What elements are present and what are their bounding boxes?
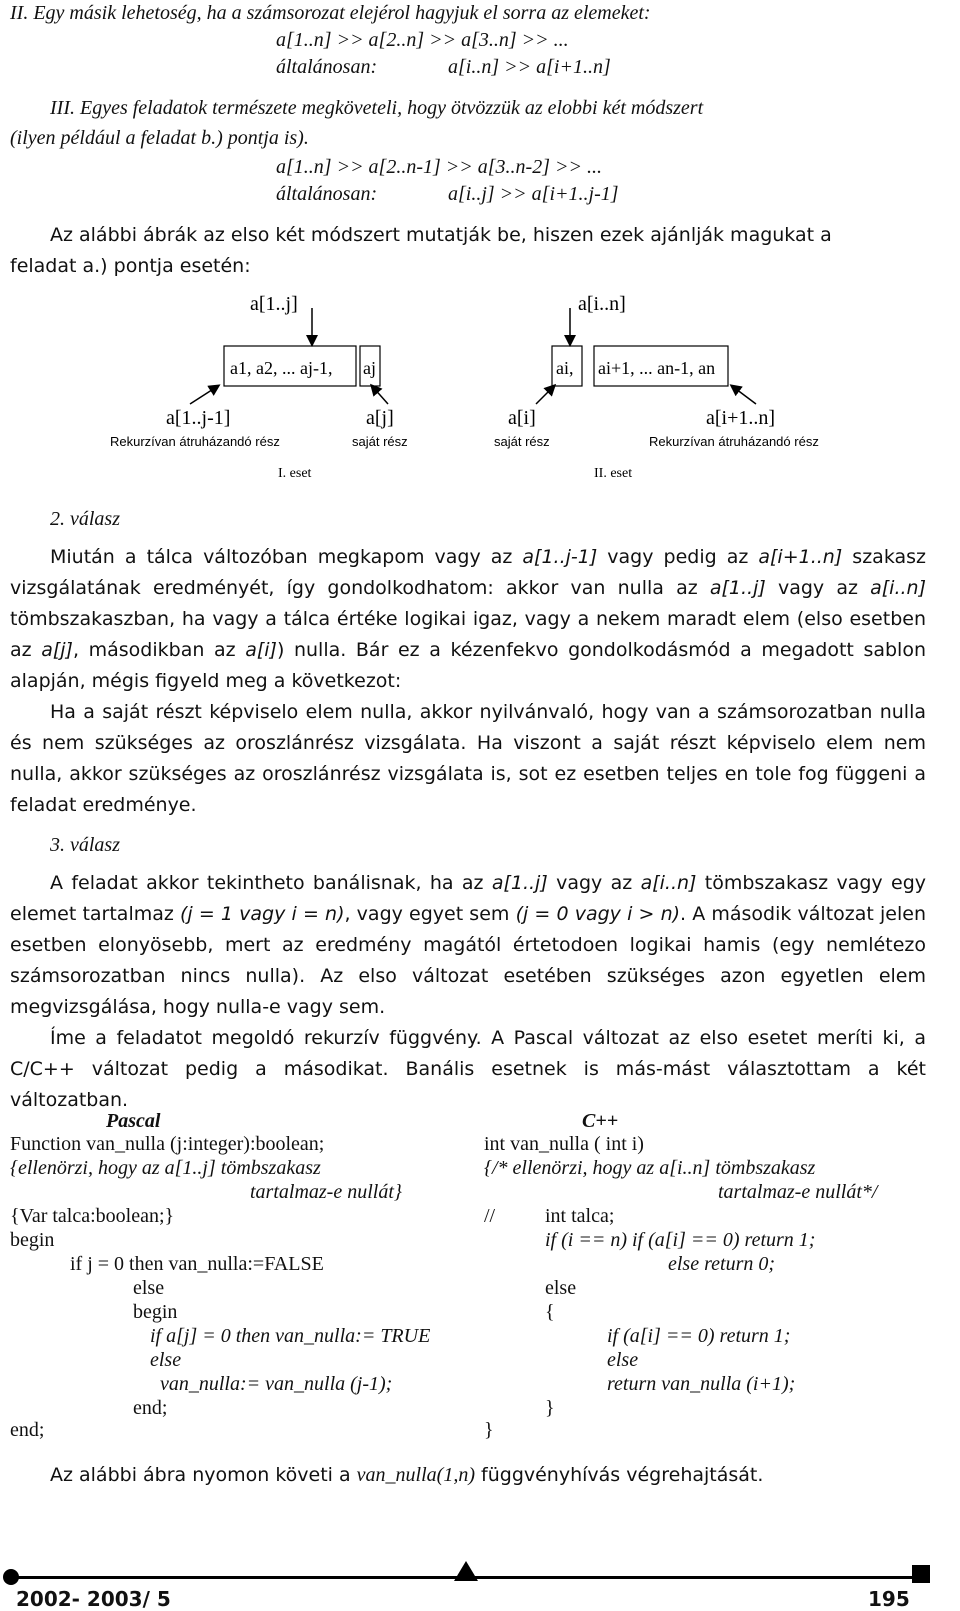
answer-3-paragraph-2: Íme a feladatot megoldó rekurzív függvény. A Pascal változat az elso esetet meríti ki, a C/C++ változat pedig a másodikat. Banális esetnek is más-mást választottam a két változatban. xyxy=(10,1027,926,1111)
method-iii-general-label: általánosan: xyxy=(276,183,378,205)
case2-left-caption: saját rész xyxy=(494,434,550,449)
cpp-line-6: if (i == n) if (a[i] == 0) return 1; xyxy=(545,1229,816,1251)
case1-right-caption: saját rész xyxy=(352,434,408,449)
cpp-line-5: int talca; xyxy=(545,1205,615,1227)
pascal-line-7: else xyxy=(133,1277,165,1299)
cpp-line-3: tartalmaz-e nullát*/ xyxy=(718,1181,878,1203)
case1-box-own-text: aj xyxy=(363,358,376,378)
case2-right-label: a[i+1..n] xyxy=(706,407,776,429)
footer-issue: 2002- 2003/ 5 xyxy=(16,1587,171,1611)
case1-top-label: a[1..j] xyxy=(250,293,298,315)
case2-right-arrow xyxy=(732,386,756,404)
pascal-line-1: Function van_nulla (j:integer):boolean; xyxy=(10,1133,325,1155)
cpp-line-7: else return 0; xyxy=(668,1253,776,1275)
pascal-line-3: tartalmaz-e nullát} xyxy=(250,1181,402,1203)
case2-left-label: a[i] xyxy=(508,407,536,429)
case1-box-rest-text: a1, a2, ... aj-1, xyxy=(230,358,333,378)
pascal-line-2: {ellenörzi, hogy az a[1..j] tömbszakasz xyxy=(10,1157,321,1179)
pascal-line-9: if a[j] = 0 then van_nulla:= TRUE xyxy=(150,1325,431,1347)
figure-intro-text-cont: feladat a.) pontja esetén: xyxy=(10,255,251,277)
pascal-line-12: end; xyxy=(133,1397,168,1419)
case2-label: II. eset xyxy=(594,466,633,481)
case1-left-arrow xyxy=(190,386,218,404)
footer-circle-icon xyxy=(3,1569,19,1585)
cpp-line-1: int van_nulla ( int i) xyxy=(484,1133,644,1155)
method-ii-text: II. Egy másik lehetoség, ha a számsorozat elejérol hagyjuk el sorra az elemeket: xyxy=(10,2,651,24)
closing-sentence: Az alábbi ábra nyomon követi a van_nulla(1,n) függvényhívás végrehajtását. xyxy=(50,1464,764,1486)
cpp-line-11: else xyxy=(607,1349,639,1371)
pascal-line-11: van_nulla:= van_nulla (j-1); xyxy=(160,1373,393,1395)
cpp-line-13: } xyxy=(545,1397,555,1419)
pascal-line-8: begin xyxy=(133,1301,178,1323)
page-number: 195 xyxy=(868,1587,910,1611)
answer-3-heading: 3. válasz xyxy=(50,834,120,856)
case1-label: I. eset xyxy=(278,466,312,481)
cpp-title: C++ xyxy=(582,1110,619,1132)
case2-right-caption: Rekurzívan átruházandó rész xyxy=(649,434,819,449)
pascal-line-13: end; xyxy=(10,1419,45,1441)
method-ii-general-label: általánosan: xyxy=(276,56,378,78)
method-iii-sequence: a[1..n] >> a[2..n-1] >> a[3..n-2] >> ... xyxy=(276,156,602,178)
answer-3-paragraph-1: A feladat akkor tekintheto banálisnak, ha az a[1..j] vagy az a[i..n] tömbszakasz vagy egy elemet tartalmaz (j = 1 vagy i = n), vagy egyet sem (j = 0 vagy i > n). A második változat jelen esetben elonyösebb, mert az eredmény magától értetodoen logikai hamis (egy nemlétezo számsorozatban nincs nulla). Az elso változat esetében szükséges azon egyetlen elem megvizsgálása, hogy nulla-e vagy sem. xyxy=(10,872,926,1018)
figure-intro-text: Az alábbi ábrák az elso két módszert mutatják be, hiszen ezek ajánlják magukat a xyxy=(50,224,832,246)
answer-2-paragraph-1: Miután a tálca változóban megkapom vagy az a[1..j-1] vagy pedig az a[i+1..n] szakasz vizsgálatának eredményét, így gondolkodhatom: akkor van nulla az a[1..j] vagy az a[i..n] tömbszakaszban, ha vagy a tálca értéke logikai igaz, vagy a nekem maradt elem (elso esetben az a[j], másodikban az a[i]) nulla. Bár ez a kézenfekvo gondolkodásmód a megadott sablon alapján, mégis figyeld meg a következot: xyxy=(10,546,927,692)
case1-left-label: a[1..j-1] xyxy=(166,407,231,429)
case2-box-own-text: ai, xyxy=(556,358,574,378)
pascal-line-4: {Var talca:boolean;} xyxy=(10,1205,175,1227)
answer-2-paragraph-2: Ha a saját részt képviselo elem nulla, akkor nyilvánvaló, hogy van a számsorozatban nulla és nem szükséges az oroszlánrész vizsgálata. Ha viszont a saját részt képviselo elem nem nulla, akkor szükséges az oroszlánrész vizsgálata is, sot ez esetben teljes en tole fog függeni a feladat eredménye. xyxy=(10,701,926,816)
cpp-line-10: if (a[i] == 0) return 1; xyxy=(607,1325,791,1347)
case1-left-caption: Rekurzívan átruházandó rész xyxy=(110,434,280,449)
recursion-methods-diagram xyxy=(90,282,850,492)
method-iii-text: III. Egyes feladatok természete megköveteli, hogy ötvözzük az elobbi két módszert xyxy=(50,97,704,119)
case1-right-label: a[j] xyxy=(366,407,394,429)
footer-square-icon xyxy=(912,1565,930,1583)
case2-box-rest-text: ai+1, ... an-1, an xyxy=(598,358,716,378)
method-iii-general-formula: a[i..j] >> a[i+1..j-1] xyxy=(448,183,619,205)
method-ii-sequence: a[1..n] >> a[2..n] >> a[3..n] >> ... xyxy=(276,29,569,51)
cpp-line-2: {/* ellenörzi, hogy az a[i..n] tömbszakasz xyxy=(484,1157,816,1179)
answer-2-heading: 2. válasz xyxy=(50,508,120,530)
cpp-line-4: // xyxy=(484,1205,496,1227)
cpp-line-14: } xyxy=(484,1419,494,1441)
footer-triangle-icon xyxy=(454,1561,478,1581)
method-iii-text-cont: (ilyen például a feladat b.) pontja is). xyxy=(10,127,309,149)
case1-right-arrow xyxy=(372,386,388,404)
pascal-line-5: begin xyxy=(10,1229,55,1251)
cpp-line-12: return van_nulla (i+1); xyxy=(607,1373,796,1395)
cpp-line-9: { xyxy=(545,1301,555,1323)
cpp-line-8: else xyxy=(545,1277,577,1299)
pascal-title: Pascal xyxy=(106,1110,161,1132)
case2-top-label: a[i..n] xyxy=(578,293,626,315)
pascal-line-10: else xyxy=(150,1349,182,1371)
pascal-line-6: if j = 0 then van_nulla:=FALSE xyxy=(70,1253,324,1275)
case2-left-arrow xyxy=(536,386,554,404)
method-ii-general-formula: a[i..n] >> a[i+1..n] xyxy=(448,56,611,78)
